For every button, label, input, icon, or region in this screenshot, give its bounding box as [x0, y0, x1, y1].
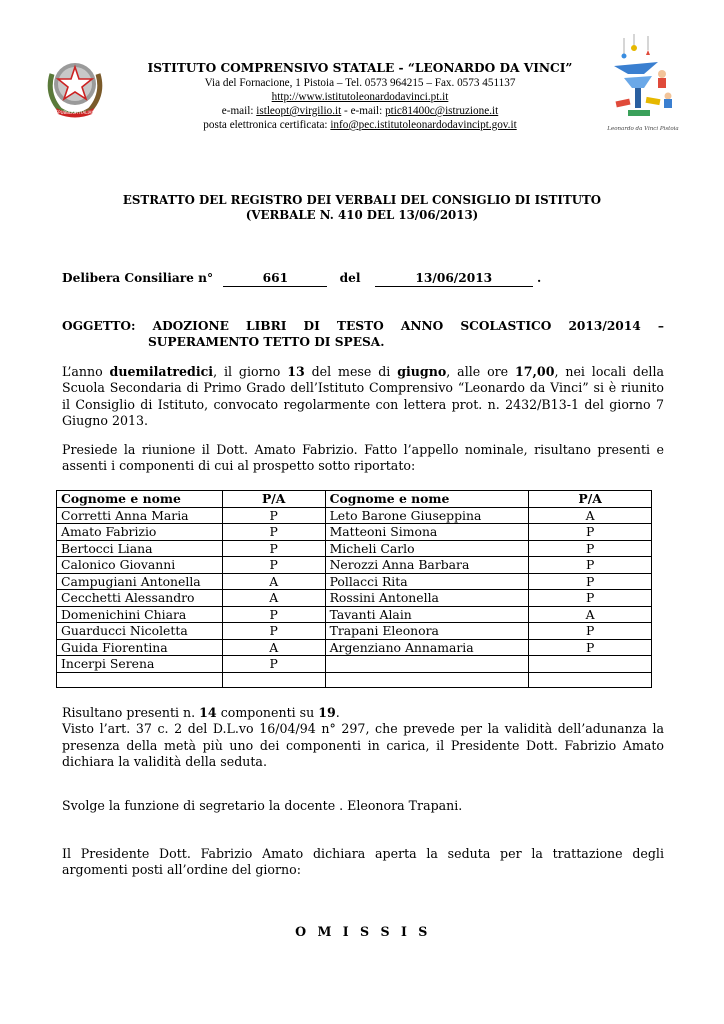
oggetto-line2: SUPERAMENTO TETTO DI SPESA. [148, 335, 385, 349]
table-row: Calonico Giovanni P Nerozzi Anna Barbara P [57, 557, 652, 574]
header-pa-1: P/A [222, 491, 325, 508]
members-table [56, 490, 652, 688]
attendance-count: Risultano presenti n. 14 componenti su 19. [62, 705, 340, 720]
pec-link[interactable]: info@pec.istitutoleonardodavincipt.gov.it [330, 119, 517, 131]
delibera-date: 13/06/2013 [375, 270, 533, 287]
school-name: ISTITUTO COMPRENSIVO STATALE - “LEONARDO DA VINCI” [147, 61, 573, 75]
email-link-1[interactable]: istleopt@virgilio.it [256, 105, 342, 117]
table-row: Campugiani Antonella A Pollacci Rita P [57, 573, 652, 590]
svg-text:REPUBBLICA ITALIANA: REPUBBLICA ITALIANA [52, 110, 98, 115]
table-row: Corretti Anna Maria P Leto Barone Giuseppina A [57, 507, 652, 524]
school-header [120, 60, 600, 132]
paragraph-validity [62, 705, 664, 771]
table-header-row [57, 491, 652, 508]
document-title-line1: ESTRATTO DEL REGISTRO DEI VERBALI DEL CONSIGLIO DI ISTITUTO [122, 193, 602, 207]
oggetto-line1: OGGETTO: ADOZIONE LIBRI DI TESTO ANNO SCOLASTICO 2013/2014 – [62, 319, 664, 333]
omissis: O M I S S I S [295, 924, 431, 939]
header-pa-2: P/A [529, 491, 652, 508]
header-name-1: Cognome e nome [57, 491, 223, 508]
table-row: Guida Fiorentina A Argenziano Annamaria P [57, 639, 652, 656]
pec-line: posta elettronica certificata: info@pec.istitutoleonardodavincipt.gov.it [203, 119, 517, 131]
italian-republic-emblem-icon [42, 54, 108, 118]
paragraph-presiede: Presiede la riunione il Dott. Amato Fabrizio. Fatto l’appello nominale, risultano presenti e assenti i componenti di cui al prospetto sotto riportato: [62, 442, 664, 474]
table-row: Bertocci Liana P Micheli Carlo P [57, 540, 652, 557]
school-logo-icon [604, 30, 682, 138]
school-website-link[interactable]: http://www.istitutoleonardodavinci.pt.it [271, 91, 449, 103]
delibera-line [62, 270, 541, 287]
school-address: Via del Fornacione, 1 Pistoia – Tel. 0573 964215 – Fax. 0573 451137 [204, 77, 516, 89]
delibera-end: . [537, 271, 542, 285]
table-row: Guarducci Nicoletta P Trapani Eleonora P [57, 623, 652, 640]
oggetto-block [62, 318, 664, 350]
delibera-number: 661 [223, 270, 327, 287]
table-row: Domenichini Chiara P Tavanti Alain A [57, 606, 652, 623]
logo-caption: Leonardo da Vinci Pistoia [607, 126, 679, 132]
validity-text: Visto l’art. 37 c. 2 del D.L.vo 16/04/94 n° 297, che prevede per la validità dell’adunanza la presenza della metà più uno dei componenti in carica, il Presidente Dott. Fabrizio Amato dichiara la validità della seduta. [62, 721, 664, 770]
email-line: e-mail: istleopt@virgilio.it - e-mail: ptic81400c@istruzione.it [221, 105, 499, 117]
oggetto-label: OGGETTO: [62, 319, 136, 333]
table-row: Amato Fabrizio P Matteoni Simona P [57, 524, 652, 541]
table-row-empty [57, 672, 652, 687]
document-title-line2: (VERBALE N. 410 DEL 13/06/2013) [245, 208, 479, 222]
table-row: Cecchetti Alessandro A Rossini Antonella P [57, 590, 652, 607]
header-name-2: Cognome e nome [325, 491, 529, 508]
paragraph-meeting-info: L’anno duemilatredici, il giorno 13 del mese di giugno, alle ore 17,00, nei locali della Scuola Secondaria di Primo Grado dell’Istituto Comprensivo “Leonardo da Vinci” si è riunito il Consiglio di Istituto, convocato regolarmente con lettera prot. n. 2432/B13-1 del giorno 7 Giugno 2013. [62, 364, 664, 429]
del-label: del [339, 271, 361, 285]
delibera-label: Delibera Consiliare n° [62, 271, 214, 285]
table-row: Incerpi Serena P [57, 656, 652, 673]
paragraph-secretary: Svolge la funzione di segretario la docente . Eleonora Trapani. [62, 798, 463, 813]
email-link-2[interactable]: ptic81400c@istruzione.it [385, 105, 499, 117]
paragraph-opening: Il Presidente Dott. Fabrizio Amato dichiara aperta la seduta per la trattazione degli argomenti posti all’ordine del giorno: [62, 846, 664, 878]
